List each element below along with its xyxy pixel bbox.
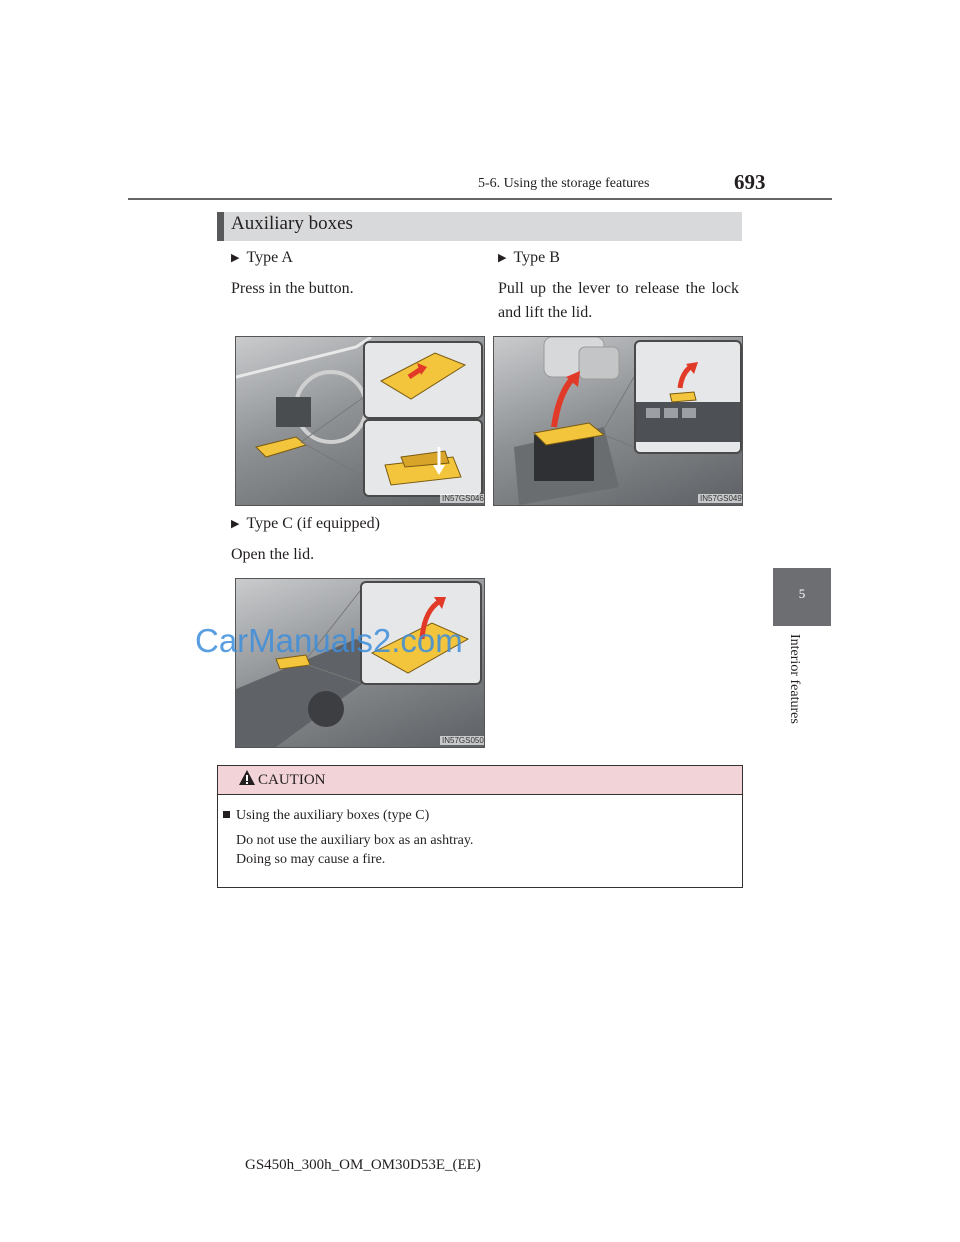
triangle-bullet-icon: ▶ bbox=[231, 518, 240, 530]
watermark-text: CarManuals2.com bbox=[195, 622, 463, 659]
type-b-label: Type B bbox=[513, 249, 560, 266]
caution-line-1: Do not use the auxiliary box as an ashtray. bbox=[236, 833, 474, 848]
closed-box-sketch bbox=[365, 343, 481, 417]
open-box-sketch bbox=[365, 421, 481, 495]
caution-heading bbox=[223, 808, 429, 824]
chapter-number: 5 bbox=[798, 586, 806, 601]
section-title: Auxiliary boxes bbox=[231, 213, 353, 234]
open-box-closeup bbox=[363, 419, 483, 497]
type-b-instruction: Pull up the lever to release the lock and lift the lid. bbox=[498, 280, 739, 321]
triangle-bullet-icon: ▶ bbox=[498, 252, 507, 264]
type-c-label: Type C (if equipped) bbox=[246, 515, 380, 532]
type-a-image-code: IN57GS046 bbox=[442, 494, 484, 503]
chapter-title: Interior features bbox=[787, 634, 802, 724]
page-number: 693 bbox=[734, 170, 766, 194]
type-c-heading bbox=[231, 515, 380, 533]
footer-code: GS450h_300h_OM_OM30D53E_(EE) bbox=[245, 1157, 481, 1173]
triangle-bullet-icon: ▶ bbox=[231, 252, 240, 264]
type-a-heading bbox=[231, 249, 293, 267]
square-bullet-icon bbox=[223, 811, 230, 818]
warning-triangle-icon bbox=[238, 769, 256, 787]
type-a-instruction: Press in the button. bbox=[231, 280, 354, 297]
type-a-illustration bbox=[235, 336, 485, 506]
button-closeup bbox=[363, 341, 483, 419]
type-c-instruction: Open the lid. bbox=[231, 546, 315, 563]
caution-line-2: Doing so may cause a fire. bbox=[236, 852, 386, 867]
caution-heading-text: Using the auxiliary boxes (type C) bbox=[236, 808, 430, 823]
type-c-illustration bbox=[235, 578, 485, 748]
header-rule bbox=[128, 198, 832, 200]
type-c-image-code: IN57GS050 bbox=[442, 736, 484, 745]
type-b-illustration bbox=[493, 336, 743, 506]
caution-label: CAUTION bbox=[258, 772, 326, 788]
lever-sketch bbox=[636, 342, 740, 452]
section-title-accent bbox=[217, 212, 224, 241]
running-header-section: 5-6. Using the storage features bbox=[478, 176, 650, 191]
lever-closeup bbox=[634, 340, 742, 454]
type-a-label: Type A bbox=[246, 249, 293, 266]
type-b-heading bbox=[498, 249, 560, 267]
type-b-image-code: IN57GS049 bbox=[700, 494, 742, 503]
